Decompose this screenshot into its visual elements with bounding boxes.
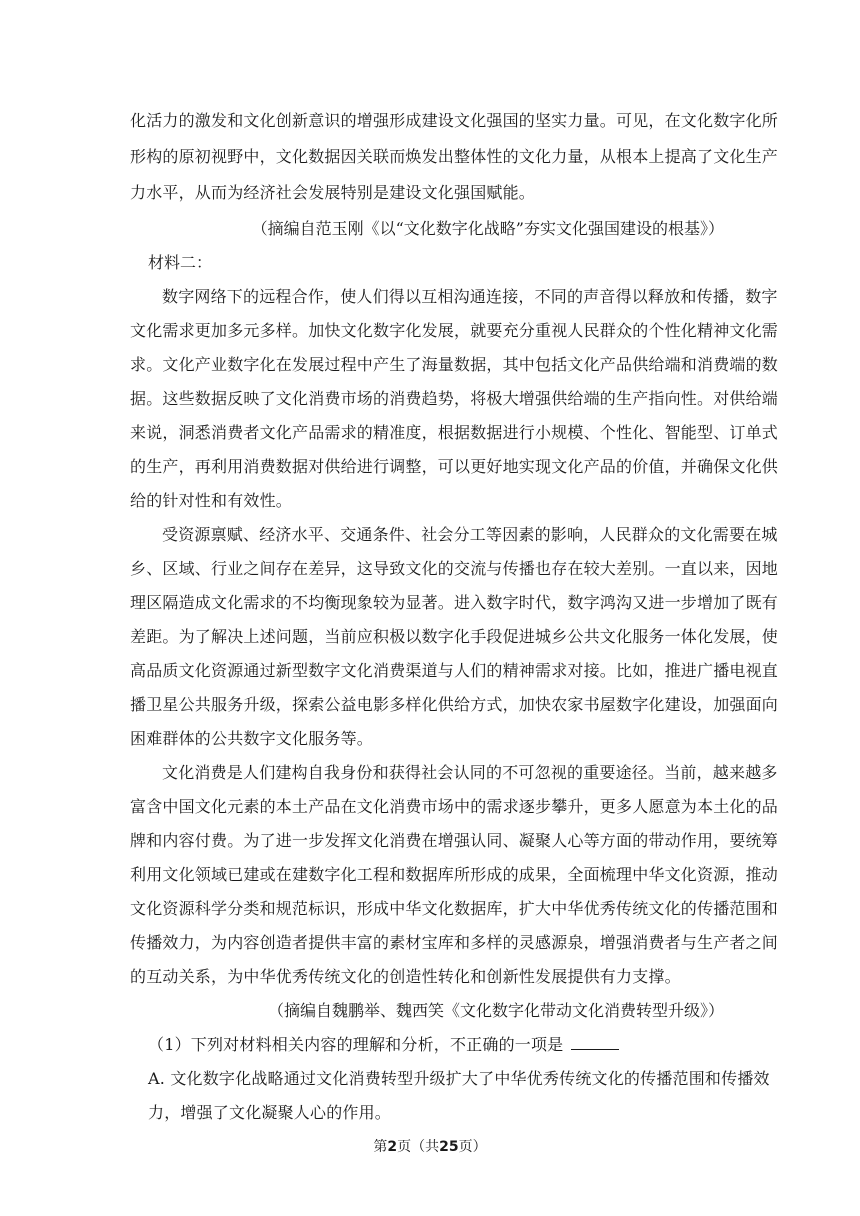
question-stem [148, 1035, 619, 1055]
text-line: 困难群体的公共数字文化服务等。 [130, 729, 374, 748]
text-line: 的互动关系，为中华优秀传统文化的创造性转化和创新性发展提供有力支撑。 [130, 967, 681, 986]
option-a-line: A. 文化数字化战略通过文化消费转型升级扩大了中华优秀传统文化的传播范围和传播效 [148, 1069, 770, 1088]
text-line: 求。文化产业数字化在发展过程中产生了海量数据，其中包括文化产品供给端和消费端的数 [130, 355, 779, 374]
page-footer [0, 1138, 860, 1156]
source-citation: （摘编自魏鹏举、魏西笑《文化数字化带动文化消费转型升级》） [267, 1001, 724, 1020]
text-line: 据。这些数据反映了文化消费市场的消费趋势，将极大增强供给端的生产指向性。对供给端 [130, 389, 779, 408]
text-line: 牌和内容付费。为了进一步发挥文化消费在增强认同、凝聚人心等方面的带动作用，要统筹 [130, 831, 779, 850]
text-line: 文化资源科学分类和规范标识，形成中华文化数据库，扩大中华优秀传统文化的传播范围和 [130, 899, 779, 918]
text-line: 数字网络下的远程合作，使人们得以互相沟通连接，不同的声音得以释放和传播，数字 [162, 287, 778, 306]
footer-post: 页） [458, 1139, 487, 1155]
text-line: 播卫星公共服务升级，探索公益电影多样化供给方式，加快农家书屋数字化建设，加强面向 [130, 695, 779, 714]
text-line: 力水平，从而为经济社会发展特别是建设文化强国赋能。 [130, 183, 536, 202]
footer-mid: 页（共 [397, 1139, 440, 1155]
text-line: 文化消费是人们建构自我身份和获得社会认同的不可忽视的重要途径。当前，越来越多 [162, 763, 778, 782]
text-line: 乡、区域、行业之间存在差异，这导致文化的交流与传播也存在较大差别。一直以来，因地 [130, 559, 779, 578]
text-line: 给的针对性和有效性。 [130, 491, 293, 510]
text-line: 传播效力，为内容创造者提供丰富的素材宝库和多样的灵感源泉，增强消费者与生产者之间 [130, 933, 779, 952]
footer-total-pages: 25 [439, 1139, 459, 1155]
text-line: 受资源禀赋、经济水平、交通条件、社会分工等因素的影响，人民群众的文化需要在城 [162, 525, 778, 544]
text-line: 来说，洞悉消费者文化产品需求的精准度，根据数据进行小规模、个性化、智能型、订单式 [130, 423, 779, 442]
source-citation: （摘编自范玉刚《以“文化数字化战略”夯实文化强国建设的根基》） [251, 219, 724, 238]
footer-pre: 第 [373, 1139, 388, 1155]
text-line: 形构的原初视野中，文化数据因关联而焕发出整体性的文化力量，从根本上提高了文化生产 [130, 147, 779, 166]
text-line: 理区隔造成文化需求的不均衡现象较为显著。进入数字时代，数字鸿沟又进一步增加了既有 [130, 593, 779, 612]
option-a-line: 力，增强了文化凝聚人心的作用。 [148, 1103, 392, 1122]
text-line: 高品质文化资源通过新型数字文化消费渠道与人们的精神需求对接。比如，推进广播电视直 [130, 661, 779, 680]
text-line: 化活力的激发和文化创新意识的增强形成建设文化强国的坚实力量。可见，在文化数字化所 [130, 111, 779, 130]
text-line: 差距。为了解决上述问题，当前应积极以数字化手段促进城乡公共文化服务一体化发展，使 [130, 627, 779, 646]
text-line: 利用文化领域已建或在建数字化工程和数据库所形成的成果，全面梳理中华文化资源，推动 [130, 865, 779, 884]
answer-blank[interactable] [571, 1035, 619, 1050]
text-line: 富含中国文化元素的本土产品在文化消费市场中的需求逐步攀升，更多人愿意为本土化的品 [130, 797, 779, 816]
section-label: 材料二： [148, 253, 213, 272]
question-text: （1）下列对材料相关内容的理解和分析，不正确的一项是 [148, 1035, 564, 1054]
text-line: 文化需求更加多元多样。加快文化数字化发展，就要充分重视人民群众的个性化精神文化需 [130, 321, 779, 340]
footer-page-number: 2 [387, 1139, 398, 1155]
text-line: 的生产，再利用消费数据对供给进行调整，可以更好地实现文化产品的价值，并确保文化供 [130, 457, 779, 476]
